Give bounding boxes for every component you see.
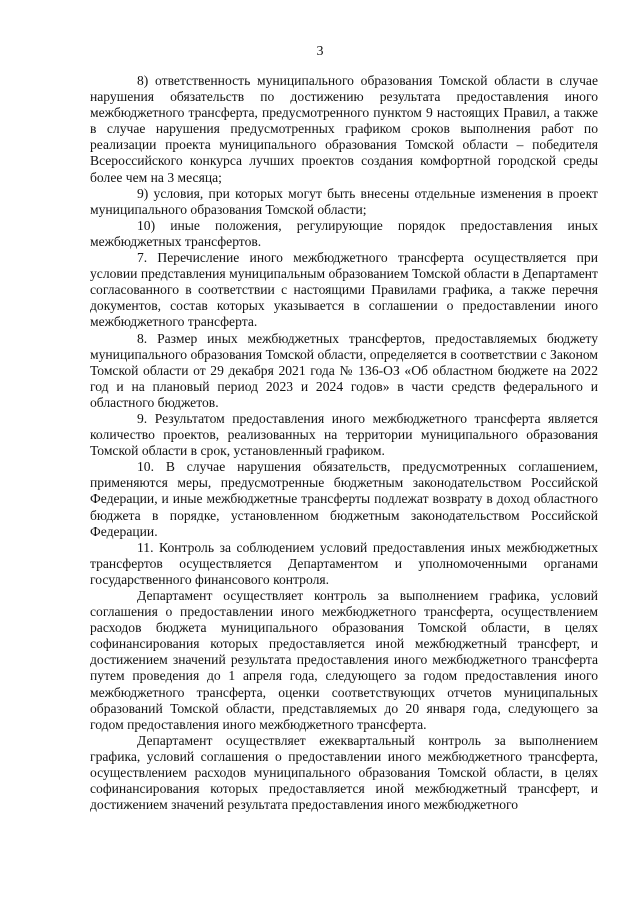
paragraph-item-8: 8) ответственность муниципального образования Томской области в случае нарушения обязательств по достижению результата предоставления иного межбюджетного трансферта, предусмотренного пунктом 9 настоящих Правил, а также в случае нарушения предусмотренных графиком сроков выполнения работ по реализации проекта муниципального образования Томской области – победителя Всероссийского конкурса лучших проектов создания комфортной городской среды более чем на 3 месяца; [90,73,598,185]
paragraph-control-quarterly: Департамент осуществляет ежеквартальный контроль за выполнением графика, условий соглашения о предоставлении иного межбюджетного трансферта, осуществлением расходов муниципального образования Томской области, в целях софинансирования которых предоставляется иной межбюджетный трансферт, и достижением значений результата предоставления иного межбюджетного [90,732,598,813]
paragraph-item-9: 9) условия, при которых могут быть внесены отдельные изменения в проект муниципального образования Томской области; [90,185,598,217]
paragraph-clause-7: 7. Перечисление иного межбюджетного трансферта осуществляется при условии представления муниципальным образованием Томской области в Департамент согласованного в соответствии с настоящими Правилами графика, а также перечня документов, состав которых указывается в соглашении о предоставлении иного межбюджетного трансферта. [90,250,598,330]
document-body [90,73,598,813]
paragraph-clause-9: 9. Результатом предоставления иного межбюджетного трансферта является количество проектов, реализованных на территории муниципального образования Томской области в срок, установленный графиком. [90,410,598,459]
paragraph-control-annual: Департамент осуществляет контроль за выполнением графика, условий соглашения о предоставлении иного межбюджетного трансферта, осуществлением расходов бюджета муниципального образования Томской области, в целях софинансирования которых предоставляется иной межбюджетный трансферт, и достижением значений результата предоставления иного межбюджетного трансферта путем проведения до 1 апреля года, следующего за годом предоставления иного межбюджетного трансферта, оценки соответствующих отчетов муниципальных образований Томской области, представляемых до 20 января года, следующего за годом предоставления иного межбюджетного трансферта. [90,588,598,732]
paragraph-item-10: 10) иные положения, регулирующие порядок предоставления иных межбюджетных трансфертов. [90,217,598,249]
paragraph-clause-11: 11. Контроль за соблюдением условий предоставления иных межбюджетных трансфертов осуществляется Департаментом и уполномоченными органами государственного финансового контроля. [90,539,598,587]
paragraph-clause-8: 8. Размер иных межбюджетных трансфертов, предоставляемых бюджету муниципального образования Томской области, определяется в соответствии с Законом Томской области от 29 декабря 2021 года № 136-ОЗ «Об областном бюджете на 2022 год и на плановый период 2023 и 2024 годов» в части средств федерального и областного бюджетов. [90,330,598,410]
page-number: 3 [316,44,324,59]
paragraph-clause-10: 10. В случае нарушения обязательств, предусмотренных соглашением, применяются меры, предусмотренные бюджетным законодательством Российской Федерации, и иные межбюджетные трансферты подлежат возврату в доход областного бюджета в порядке, установленном бюджетным законодательством Российской Федерации. [90,459,598,539]
